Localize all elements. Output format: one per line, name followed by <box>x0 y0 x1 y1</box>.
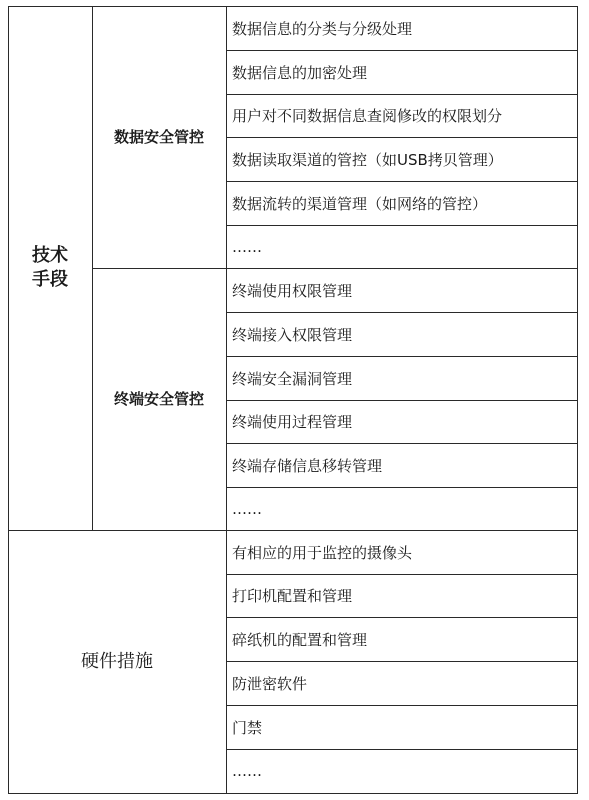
table-cell-item: …… <box>232 237 262 256</box>
table-cell-item: 防泄密软件 <box>232 674 308 693</box>
group-data-security-control: 数据安全管控 <box>113 128 204 146</box>
table-cell-item: 终端接入权限管理 <box>232 325 353 344</box>
table-cell-item: 终端存储信息移转管理 <box>232 456 383 475</box>
table-cell-item: 门禁 <box>232 718 263 737</box>
table-cell-item: 用户对不同数据信息查阅修改的权限划分 <box>232 107 503 125</box>
table-cell-item: 数据流转的渠道管理（如网络的管控） <box>232 194 488 213</box>
group-terminal-security-control: 终端安全管控 <box>113 390 204 408</box>
table-cell-item: 终端使用权限管理 <box>232 281 353 300</box>
table-cell-item: 有相应的用于监控的摄像头 <box>232 543 413 562</box>
table-cell-item: 终端使用过程管理 <box>232 413 353 431</box>
table-cell-item: 碎纸机的配置和管理 <box>232 630 368 649</box>
table-cell-item: 终端安全漏洞管理 <box>232 369 353 388</box>
category-technical-means: 技术 手段 <box>32 245 68 290</box>
table-cell-item: 打印机配置和管理 <box>232 587 353 605</box>
category-hardware-measures: 硬件措施 <box>81 650 153 672</box>
table-cell-item: 数据读取渠道的管控（如USB拷贝管理） <box>232 150 503 169</box>
table-cell-item: 数据信息的分类与分级处理 <box>232 19 413 38</box>
table-cell-item: 数据信息的加密处理 <box>232 63 368 82</box>
table-cell-item: …… <box>232 762 262 780</box>
table-cell-item: …… <box>232 499 262 518</box>
